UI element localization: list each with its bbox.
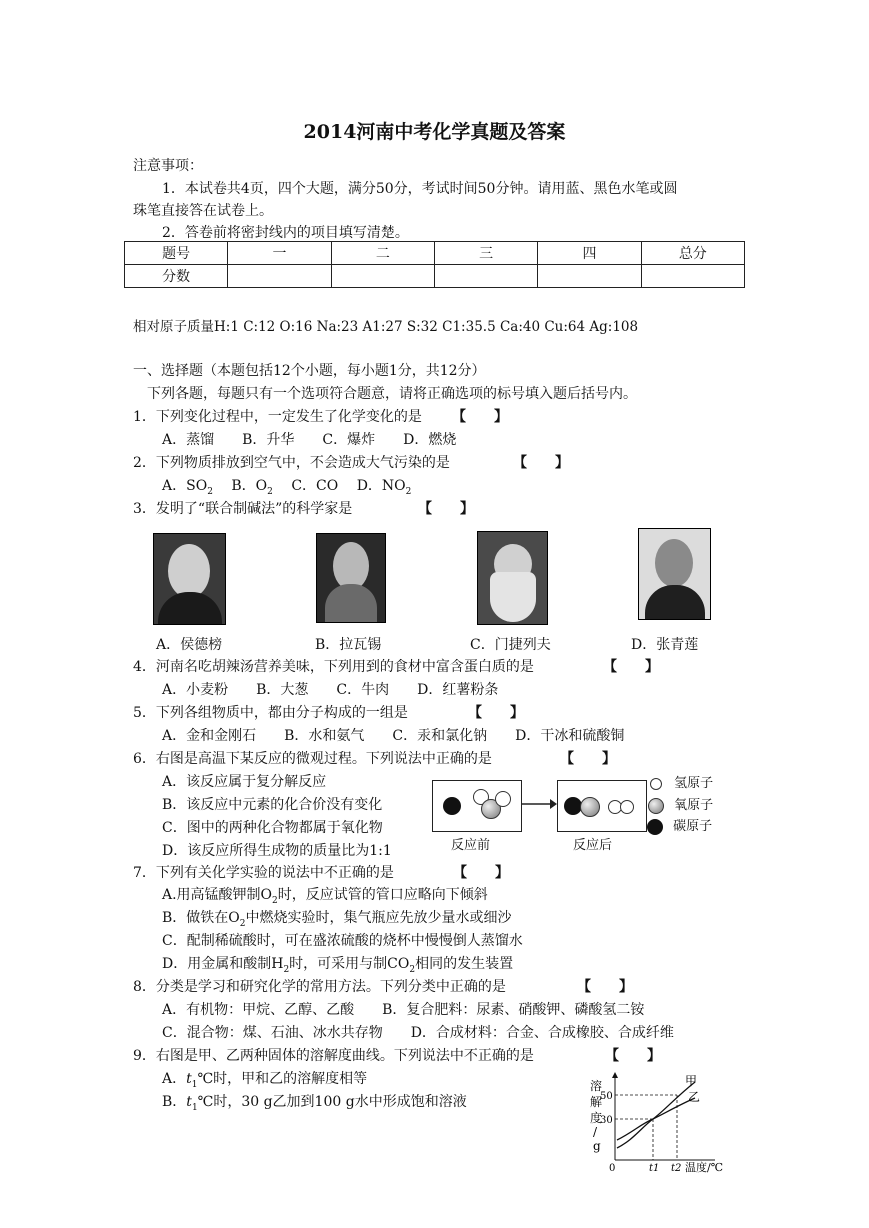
score-input-cell[interactable] [641, 265, 744, 288]
legend-carbon: 碳原子 [647, 815, 712, 835]
hydrogen-atom [495, 791, 511, 807]
portrait-zhang-qinglian [638, 528, 711, 620]
q2-stem: 2．下列物质排放到空气中，不会造成大气污染的是 [133, 455, 450, 471]
ylabel-char-3: 度 [590, 1111, 603, 1125]
q3-option-c: C．门捷列夫 [470, 637, 551, 653]
q3-option-a: A．侯德榜 [156, 637, 223, 653]
q1-options: A．蒸馏 B．升华 C．爆炸 D．燃烧 [162, 432, 457, 448]
x-tick-t1: t1 [649, 1163, 660, 1174]
hydrogen-legend-icon [650, 778, 662, 790]
label-before-reaction: 反应前 [451, 838, 491, 853]
score-header-cell: 题号 [125, 242, 228, 265]
q3-option-d: D．张青莲 [631, 637, 699, 653]
ylabel-char-4: / [593, 1125, 598, 1139]
q2-option-a-sub: 2 [207, 486, 213, 497]
q2-options [162, 475, 411, 497]
notice-item-1-line-2: 珠笔直接答在试卷上。 [133, 203, 273, 219]
label-after-reaction: 反应后 [573, 838, 613, 853]
notice-item-1-line-1: 1．本试卷共4页，四个大题，满分50分，考试时间50分钟。请用蓝、黑色水笔或圆 [162, 181, 678, 197]
section-1-instruction: 下列各题，每题只有一个选项符合题意，请将正确选项的标号填入题后括号内。 [147, 386, 637, 402]
ylabel-char-5: g [593, 1139, 601, 1153]
q8-answer-bracket[interactable]: 【 】 [577, 979, 633, 995]
curve-yi [617, 1098, 695, 1140]
q2-answer-bracket[interactable]: 【 】 [513, 455, 569, 471]
origin-label: 0 [609, 1163, 616, 1174]
portrait-hou-debang [153, 533, 226, 625]
q4-options: A．小麦粉 B．大葱 C．牛肉 D．红薯粉条 [162, 682, 499, 698]
q6-stem: 6．右图是高温下某反应的微观过程。下列说法中正确的是 [133, 751, 492, 767]
score-input-cell[interactable] [434, 265, 537, 288]
series-yi-label: 乙 [688, 1090, 701, 1104]
q3-answer-bracket[interactable]: 【 】 [418, 501, 474, 517]
score-row-label: 分数 [125, 265, 228, 288]
q5-stem: 5．下列各组物质中，都由分子构成的一组是 [133, 705, 408, 721]
oxygen-legend-icon [648, 798, 664, 814]
reaction-after-box [557, 780, 647, 832]
carbon-legend-icon [647, 819, 663, 835]
q2-option-b-sub: 2 [267, 486, 273, 497]
score-header-cell: 四 [538, 242, 641, 265]
q9-answer-bracket[interactable]: 【 】 [605, 1048, 661, 1064]
q8-options-ab: A．有机物：甲烷、乙醇、乙酸 B．复合肥料：尿素、硝酸钾、磷酸氢二铵 [162, 1002, 645, 1018]
ylabel-char-2: 解 [590, 1095, 603, 1109]
page-title: 2014河南中考化学真题及答案 [303, 121, 566, 143]
q7-option-d: D．用金属和酸制$H_2$时，可采用与制$CO_2$相同的发生装置 [162, 956, 514, 975]
y-axis-arrow-icon [612, 1072, 618, 1078]
q2-option-c: C．CO [291, 478, 339, 494]
score-input-cell[interactable] [331, 265, 434, 288]
legend-oxygen: 氧原子 [648, 794, 713, 814]
score-table-header-row [125, 242, 745, 265]
legend-hydrogen: 氢原子 [650, 772, 713, 791]
y-tick-50: 50 [600, 1091, 613, 1102]
score-table-score-row [125, 265, 745, 288]
notice-item-2: 2．答卷前将密封线内的项目填写清楚。 [162, 225, 409, 241]
q7-option-b: B．做铁在$O_2$中燃烧实验时，集气瓶应先放少量水或细沙 [162, 910, 512, 929]
q5-answer-bracket[interactable]: 【 】 [468, 705, 524, 721]
q2-option-d-sub: 2 [405, 486, 412, 497]
q3-stem: 3．发明了“联合制碱法”的科学家是 [133, 501, 353, 517]
x-tick-t2: t2 [671, 1163, 682, 1174]
q9-option-b: B．$t_1℃$时，30 g乙加到100 g水中形成饱和溶液 [162, 1094, 467, 1113]
atomic-mass-line: 相对原子质量H:1 C:12 O:16 Na:23 A1:27 S:32 C1:35.5 Ca:40 Cu:64 Ag:108 [133, 319, 639, 335]
q8-options-cd: C．混合物：煤、石油、冰水共存物 D．合成材料：合金、合成橡胶、合成纤维 [162, 1025, 674, 1041]
reaction-arrow-icon [520, 796, 558, 812]
section-1-heading: 一、选择题（本题包括12个小题，每小题1分，共12分） [133, 363, 486, 379]
carbon-atom [443, 797, 461, 815]
y-tick-30: 30 [600, 1115, 613, 1126]
score-header-cell: 二 [331, 242, 434, 265]
score-input-cell[interactable] [228, 265, 331, 288]
score-input-cell[interactable] [538, 265, 641, 288]
portrait-lavoisier [316, 533, 386, 623]
q6-option-c: C．图中的两种化合物都属于氧化物 [162, 820, 383, 836]
solubility-curve-chart [585, 1070, 745, 1175]
x-axis-label: 温度/℃ [685, 1161, 724, 1174]
q6-option-d: D．该反应所得生成物的质量比为1:1 [162, 843, 392, 859]
q2-option-b: B．O [231, 478, 268, 494]
q8-stem: 8．分类是学习和研究化学的常用方法。下列分类中正确的是 [133, 979, 506, 995]
notice-heading: 注意事项： [133, 158, 203, 174]
q9-stem: 9．右图是甲、乙两种固体的溶解度曲线。下列说法中不正确的是 [133, 1048, 534, 1064]
curve-jia [617, 1082, 695, 1148]
q1-answer-bracket[interactable]: 【 】 [452, 409, 508, 425]
portrait-mendeleev [477, 531, 548, 625]
score-header-cell: 一 [228, 242, 331, 265]
q1-stem: 1．下列变化过程中，一定发生了化学变化的是 [133, 409, 422, 425]
q6-answer-bracket[interactable]: 【 】 [560, 751, 616, 767]
score-header-cell: 总分 [641, 242, 744, 265]
hydrogen-atom [620, 800, 634, 814]
q7-option-c: C．配制稀硫酸时，可在盛浓硫酸的烧杯中慢慢倒人蒸馏水 [162, 933, 523, 949]
q2-option-a: A．SO [162, 478, 208, 494]
score-header-cell: 三 [434, 242, 537, 265]
series-jia-label: 甲 [685, 1074, 698, 1088]
oxygen-atom [580, 797, 600, 817]
q9-option-a: A．$t_1℃$时，甲和乙的溶解度相等 [162, 1071, 368, 1090]
q7-stem: 7．下列有关化学实验的说法中不正确的是 [133, 865, 394, 881]
score-table [124, 241, 745, 288]
reaction-before-box [432, 780, 522, 832]
q4-answer-bracket[interactable]: 【 】 [603, 659, 659, 675]
q3-option-b: B．拉瓦锡 [315, 637, 382, 653]
q7-answer-bracket[interactable]: 【 】 [453, 865, 509, 881]
q4-stem: 4．河南名吃胡辣汤营养美味，下列用到的食材中富含蛋白质的是 [133, 659, 534, 675]
q5-options: A．金和金刚石 B．水和氨气 C．汞和氯化钠 D．干冰和硫酸铜 [162, 728, 625, 744]
ylabel-char-1: 溶 [590, 1079, 603, 1093]
q6-option-a: A．该反应属于复分解反应 [162, 774, 327, 790]
q6-option-b: B．该反应中元素的化合价没有变化 [162, 797, 383, 813]
q7-option-a: A.用高锰酸钾制$O_2$时，反应试管的管口应略向下倾斜 [162, 887, 488, 906]
q2-option-d: D．NO [356, 478, 406, 494]
